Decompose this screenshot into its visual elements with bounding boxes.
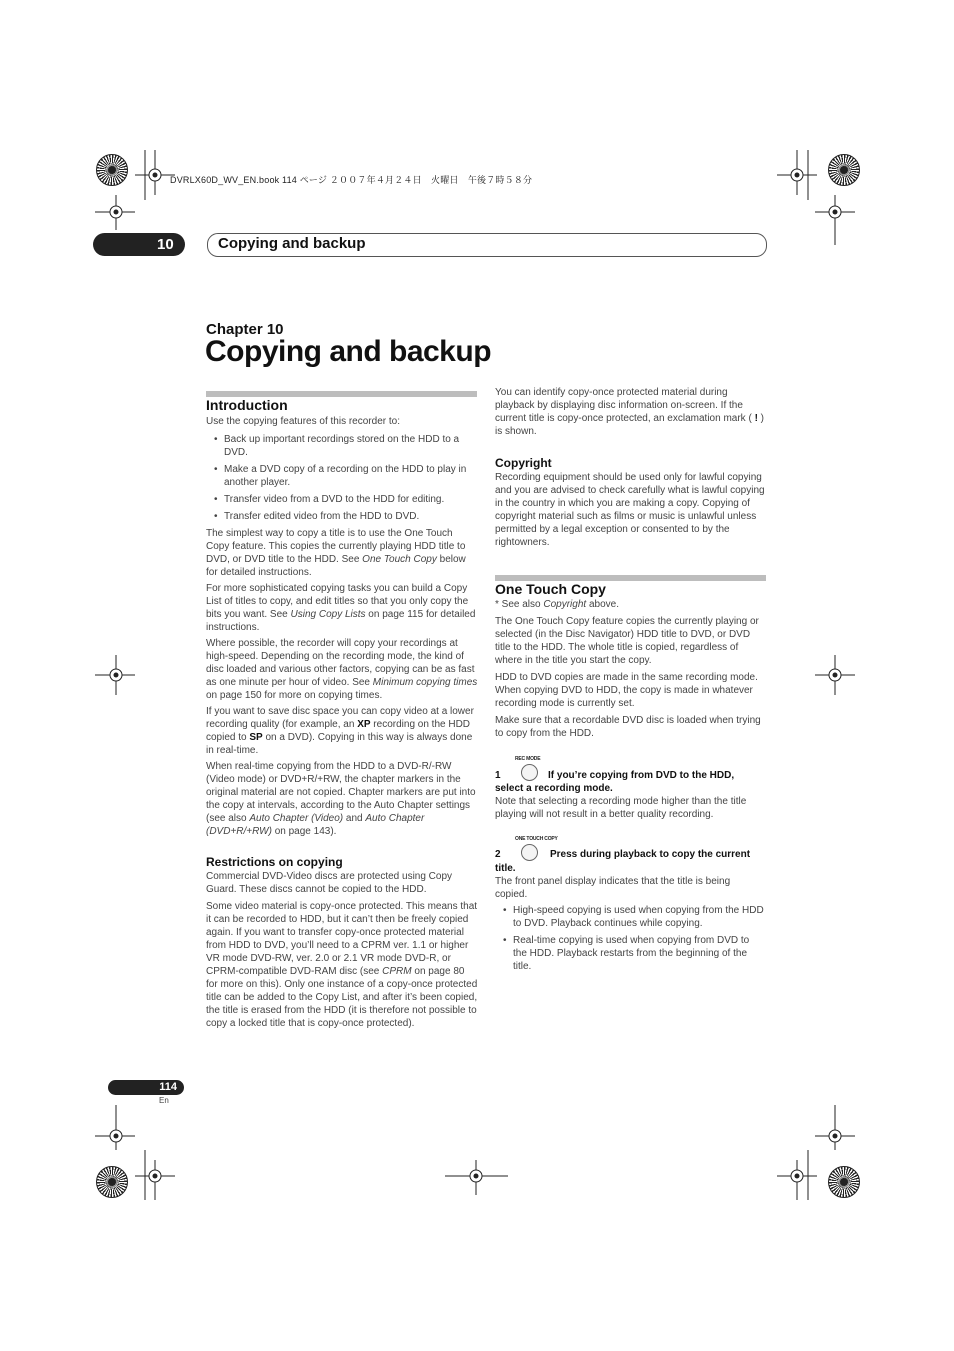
list-item: • Transfer edited video from the HDD to DVD. (206, 510, 478, 523)
step-2-instruction: Press during playback to copy the current (550, 849, 751, 860)
paragraph: The One Touch Copy feature copies the currently playing or selected (in the Disc Navigator) HDD title to DVD, or DVD title to the HDD. The whole title is copied, regardless of where in the title you start the copy. (495, 616, 759, 666)
paragraph: You can identify copy-once protected material during playback by displaying disc information on-screen. If the current title is copy-once protected, an exclamation mark ( ! ) is shown. (495, 387, 765, 437)
step-1-number: 1 (495, 770, 501, 781)
step-2-instruction-cont: title. (495, 863, 516, 874)
step-2-number: 2 (495, 849, 501, 860)
step-1-instruction-cont: select a recording mode. (495, 783, 613, 794)
left-column (206, 399, 478, 1030)
list-item: • High-speed copying is used when copying from the HDD to DVD. Playback continues while copying. (495, 904, 765, 930)
intro-lead: Use the copying features of this recorder to: (206, 416, 400, 427)
one-touch-copy-button-icon (521, 844, 538, 861)
paragraph: Recording equipment should be used only for lawful copying and you are advised to check carefully what is lawful copying in the country in which you are making a copy. Copying of copyright material such as films or music is unlawful unless permitted by a legal exception or consented to by the rightowners. (495, 472, 765, 548)
list-item: • Back up important recordings stored on the HDD to a DVD. (206, 433, 478, 459)
list-item: • Transfer video from a DVD to the HDD for editing. (206, 493, 478, 506)
paragraph: The simplest way to copy a title is to use the One Touch Copy feature. This copies the currently playing HDD title to DVD, or DVD title to the HDD. See One Touch Copy below for detailed instructions. (206, 528, 466, 578)
rec-mode-button-label: REC MODE (515, 756, 541, 762)
paragraph: * See also Copyright above. (495, 599, 619, 610)
page-number-badge (108, 1080, 184, 1095)
step-1-instruction: If you’re copying from DVD to the HDD, (548, 770, 735, 781)
rec-mode-button-icon (521, 764, 538, 781)
running-head-title: Copying and backup (218, 235, 366, 252)
paragraph: HDD to DVD copies are made in the same recording mode. When copying DVD to HDD, the copy is made in whatever recording mode is currently set. (495, 672, 758, 709)
paragraph: Commercial DVD-Video discs are protected using Copy Guard. These discs cannot be copied to the HDD. (206, 871, 453, 895)
right-column-top (495, 386, 765, 549)
language-code: En (159, 1096, 169, 1105)
paragraph: When real-time copying from the HDD to a DVD-R/-RW (Video mode) or DVD+R/+RW, the chapter markers in the original material are not copied. Chapter markers are put into the copy at intervals, according to the Auto Chapter settings (see also Auto Chapter (Video) and Auto Chapter (DVD+R/+RW) on page 143). (206, 761, 476, 837)
intro-bullet-list (206, 433, 478, 523)
one-touch-copy-heading: One Touch Copy (495, 581, 606, 597)
chapter-title: Copying and backup (205, 335, 492, 368)
chapter-number-badge (93, 233, 185, 256)
paragraph: Make sure that a recordable DVD disc is loaded when trying to copy from the HDD. (495, 715, 761, 739)
restrictions-heading: Restrictions on copying (206, 855, 343, 869)
copyright-heading: Copyright (495, 456, 552, 470)
print-header: DVRLX60D_WV_EN.book 114 ページ ２００７年４月２４日 火曜日 午後７時５８分 (170, 175, 533, 185)
paragraph: If you want to save disc space you can copy video at a lower recording quality (for example, an XP recording on the HDD copied to SP on a DVD). Copying in this way is always done in real-time. (206, 706, 474, 756)
step-2-details (495, 875, 765, 977)
one-touch-copy-button-label: ONE TOUCH COPY (515, 836, 558, 842)
step-2-bullet-list (495, 904, 765, 973)
chapter-number: 10 (157, 236, 174, 253)
list-item: • Make a DVD copy of a recording on the HDD to play in another player. (206, 463, 478, 489)
running-head-title-box (207, 233, 767, 257)
page-number: 114 (159, 1081, 177, 1093)
step-1-note: Note that selecting a recording mode higher than the title playing will not result in a better quality recording. (495, 796, 747, 820)
right-column-otc (495, 583, 765, 740)
paragraph: Some video material is copy-once protected. This means that it can be recorded to HDD, but it can’t then be freely copied again. If you want to transfer copy-once protected material from HDD to DVD, you’ll need to a CPRM ver. 1.1 or higher VR mode DVD-RW, ver. 2.0 or 2.1 VR mode DVD-R, or CPRM-compatible DVD-RAM disc (see CPRM on page 80 for more on this). Only one instance of a copy-once protected title can be added to the Copy List, and after it’s been copied, the title is erased from the HDD (it is therefore not possible to copy a locked title that is copy-once protected). (206, 901, 478, 1029)
introduction-heading: Introduction (206, 397, 288, 413)
paragraph: For more sophisticated copying tasks you can build a Copy List of titles to copy, and edit titles so that you only copy the bits you want. See Using Copy Lists on page 115 for detailed instructions. (206, 583, 476, 633)
paragraph: Where possible, the recorder will copy your recordings at high-speed. Depending on the recording mode, the kind of disc loaded and various other factors, copying can be as fast as one minute per hour of video. See Minimum copying times on page 150 for more on copying times. (206, 638, 478, 701)
step-2-note: The front panel display indicates that the title is being copied. (495, 876, 731, 900)
chapter-label: Chapter 10 (206, 321, 284, 338)
list-item: • Real-time copying is used when copying from DVD to the HDD. Playback restarts from the beginning of the title. (495, 934, 765, 973)
